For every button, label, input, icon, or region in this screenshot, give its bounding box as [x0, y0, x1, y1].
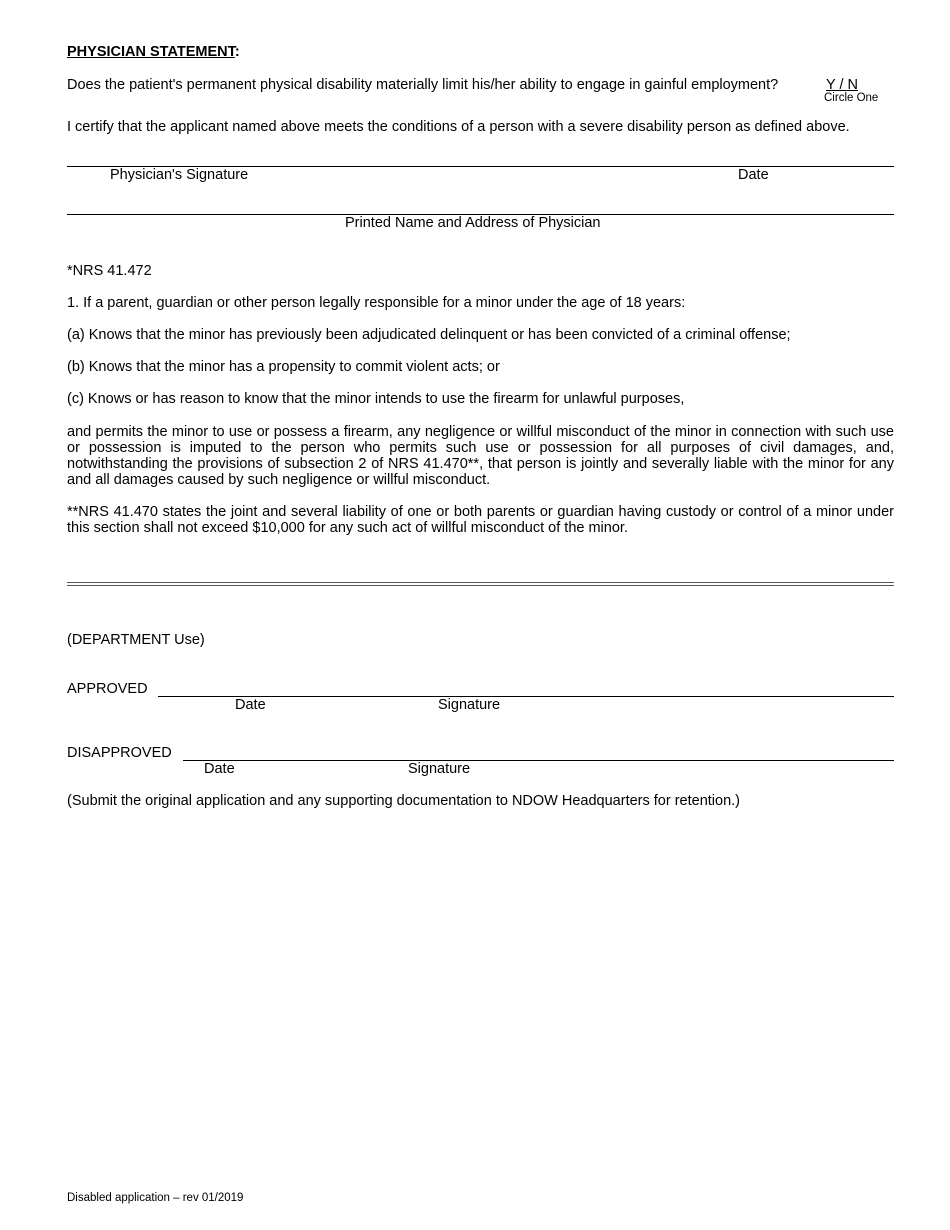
section-divider	[67, 582, 894, 586]
department-use-label: (DEPARTMENT Use)	[67, 632, 205, 648]
nrs-item-a: (a) Knows that the minor has previously been adjudicated delinquent or has been convicted of a criminal offense;	[67, 327, 791, 343]
nrs-item-1: 1. If a parent, guardian or other person legally responsible for a minor under the age of 18 years:	[67, 295, 686, 311]
footer-revision: Disabled application – rev 01/2019	[67, 1192, 244, 1204]
approved-label: APPROVED	[67, 681, 148, 697]
circle-one-hint: Circle One	[824, 92, 879, 104]
disapproved-signature-line[interactable]	[183, 760, 894, 761]
yes-no-options[interactable]: Y / N	[826, 77, 858, 93]
physician-date-label: Date	[738, 167, 769, 183]
approved-date-label: Date	[235, 697, 266, 713]
disability-question: Does the patient's permanent physical disability materially limit his/her ability to engage in gainful employment?	[67, 77, 779, 93]
nrs-item-c: (c) Knows or has reason to know that the minor intends to use the firearm for unlawful purposes,	[67, 391, 685, 407]
heading-text: PHYSICIAN STATEMENT	[67, 44, 235, 60]
heading-colon: :	[234, 44, 240, 60]
disapproved-date-label: Date	[204, 761, 235, 777]
certification-statement: I certify that the applicant named above meets the conditions of a person with a severe disability person as defined above.	[67, 119, 850, 135]
nrs-title: *NRS 41.472	[67, 263, 152, 279]
nrs-paragraph: and permits the minor to use or possess a firearm, any negligence or willful misconduct of the minor in connection with such use or possession is imputed to the person who permits such use or possession for all purposes of civil damages, and, notwithstanding the provisions of subsection 2 of NRS 41.470**, that person is jointly and severally liable with the minor for any and all damages caused by such negligence or willful misconduct.	[67, 424, 894, 488]
disapproved-signature-label: Signature	[408, 761, 471, 777]
submit-instructions: (Submit the original application and any supporting documentation to NDOW Headquarters for retention.)	[67, 793, 741, 809]
physician-statement-heading	[67, 44, 240, 60]
approved-signature-label: Signature	[438, 697, 501, 713]
printed-name-label: Printed Name and Address of Physician	[345, 215, 601, 231]
approved-signature-line[interactable]	[158, 696, 894, 697]
nrs-note: **NRS 41.470 states the joint and several liability of one or both parents or guardian having custody or control of a minor under this section shall not exceed $10,000 for any such act of willful misconduct of the minor.	[67, 504, 894, 536]
nrs-item-b: (b) Knows that the minor has a propensity to commit violent acts; or	[67, 359, 500, 375]
physician-signature-label: Physician's Signature	[110, 167, 249, 183]
disapproved-label: DISAPPROVED	[67, 745, 172, 761]
